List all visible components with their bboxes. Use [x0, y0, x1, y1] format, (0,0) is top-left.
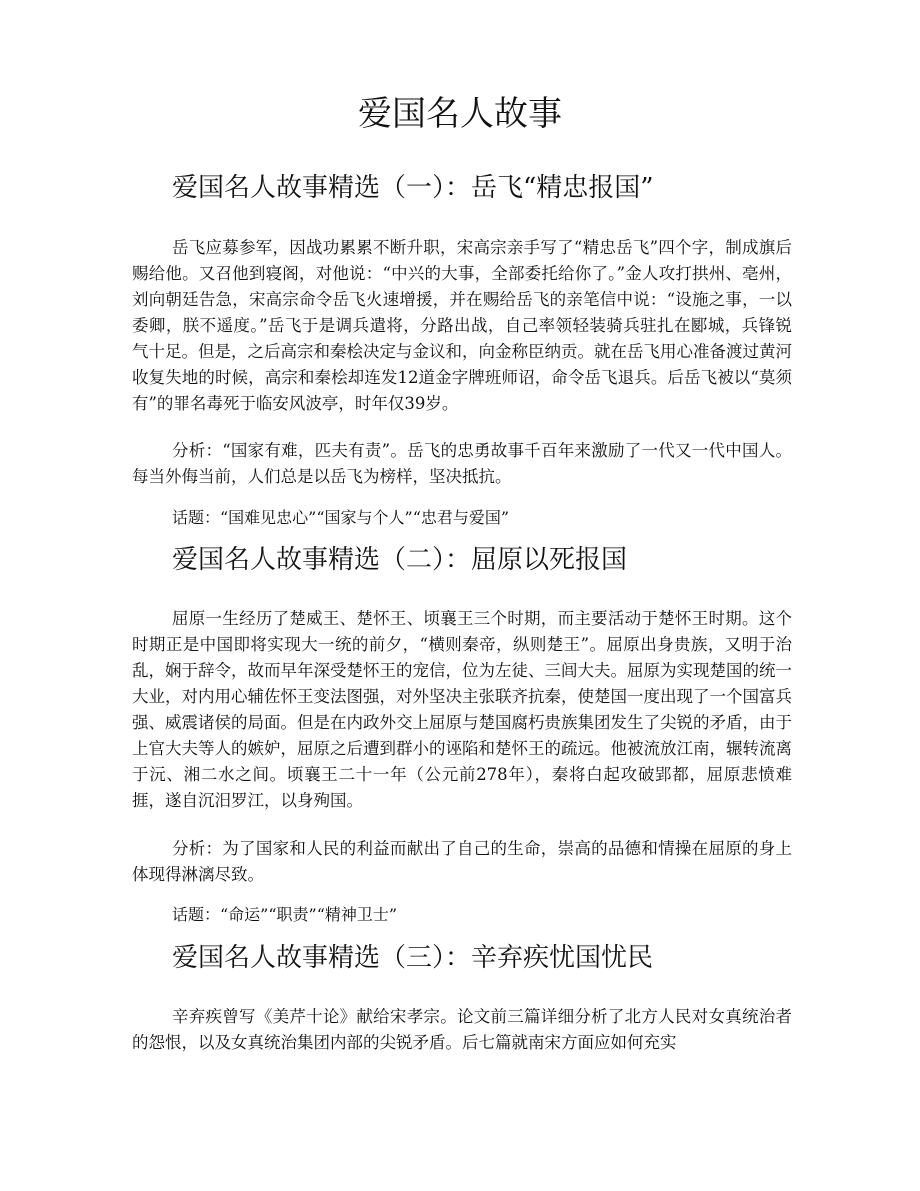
section-2-analysis: 分析：为了国家和人民的利益而献出了自己的生命，崇高的品德和情操在屈原的身上体现得淋漓尽致。	[132, 839, 792, 884]
section-1-body: 岳飞应募参军，因战功累累不断升职，宋高宗亲手写了“精忠岳飞”四个字，制成旗后赐给他。又召他到寝阁，对他说：“中兴的大事，全部委托给你了。”金人攻打拱州、亳州，刘向朝廷告急，宋高宗命令岳飞火速增援，并在赐给岳飞的亲笔信中说：“设施之事，一以委卿，朕不遥度。”岳飞于是调兵遣将，分路出战，自己率领轻装骑兵驻扎在郾城，兵锋锐气十足。但是，之后高宗和秦桧决定与金议和，向金称臣纳贡。就在岳飞用心准备渡过黄河收复失地的时候，高宗和秦桧却连发12道金字牌班师诏，命令岳飞退兵。后岳飞被以“莫须有”的罪名毒死于临安风波亭，时年仅39岁。	[132, 238, 792, 413]
section-1-analysis: 分析：“国家有难，匹夫有责”。岳飞的忠勇故事千百年来激励了一代又一代中国人。每当外侮当前，人们总是以岳飞为榜样，坚决抵抗。	[132, 441, 792, 486]
section-1-topics: 话题：“国难见忠心”“国家与个人”“忠君与爱国”	[172, 508, 510, 527]
section-2-body: 屈原一生经历了楚威王、楚怀王、顷襄王三个时期，而主要活动于楚怀王时期。这个时期正是中国即将实现大一统的前夕，“横则秦帝，纵则楚王”。屈原出身贵族，又明于治乱，娴于辞令，故而早年深受楚怀王的宠信，位为左徒、三闾大夫。屈原为实现楚国的统一大业，对内用心辅佐怀王变法图强，对外坚决主张联齐抗秦，使楚国一度出现了一个国富兵强、威震诸侯的局面。但是在内政外交上屈原与楚国腐朽贵族集团发生了尖锐的矛盾，由于上官大夫等人的嫉妒，屈原之后遭到群小的诬陷和楚怀王的疏远。他被流放江南，辗转流离于沅、湘二水之间。顷襄王二十一年（公元前278年），秦将白起攻破郢都，屈原悲愤难捱，遂自沉汨罗江，以身殉国。	[132, 609, 792, 810]
section-heading-1: 爱国名人故事精选（一）：岳飞“精忠报国”	[172, 173, 654, 203]
section-heading-2: 爱国名人故事精选（二）：屈原以死报国	[172, 545, 628, 575]
section-heading-3: 爱国名人故事精选（三）：辛弃疾忧国忧民	[172, 943, 654, 973]
document-title: 爱国名人故事	[358, 94, 562, 134]
section-3-body: 辛弃疾曾写《美芹十论》献给宋孝宗。论文前三篇详细分析了北方人民对女真统治者的怨恨，以及女真统治集团内部的尖锐矛盾。后七篇就南宋方面应如何充实	[132, 1007, 792, 1052]
section-2-topics: 话题：“命运”“职责”“精神卫士”	[172, 905, 398, 924]
